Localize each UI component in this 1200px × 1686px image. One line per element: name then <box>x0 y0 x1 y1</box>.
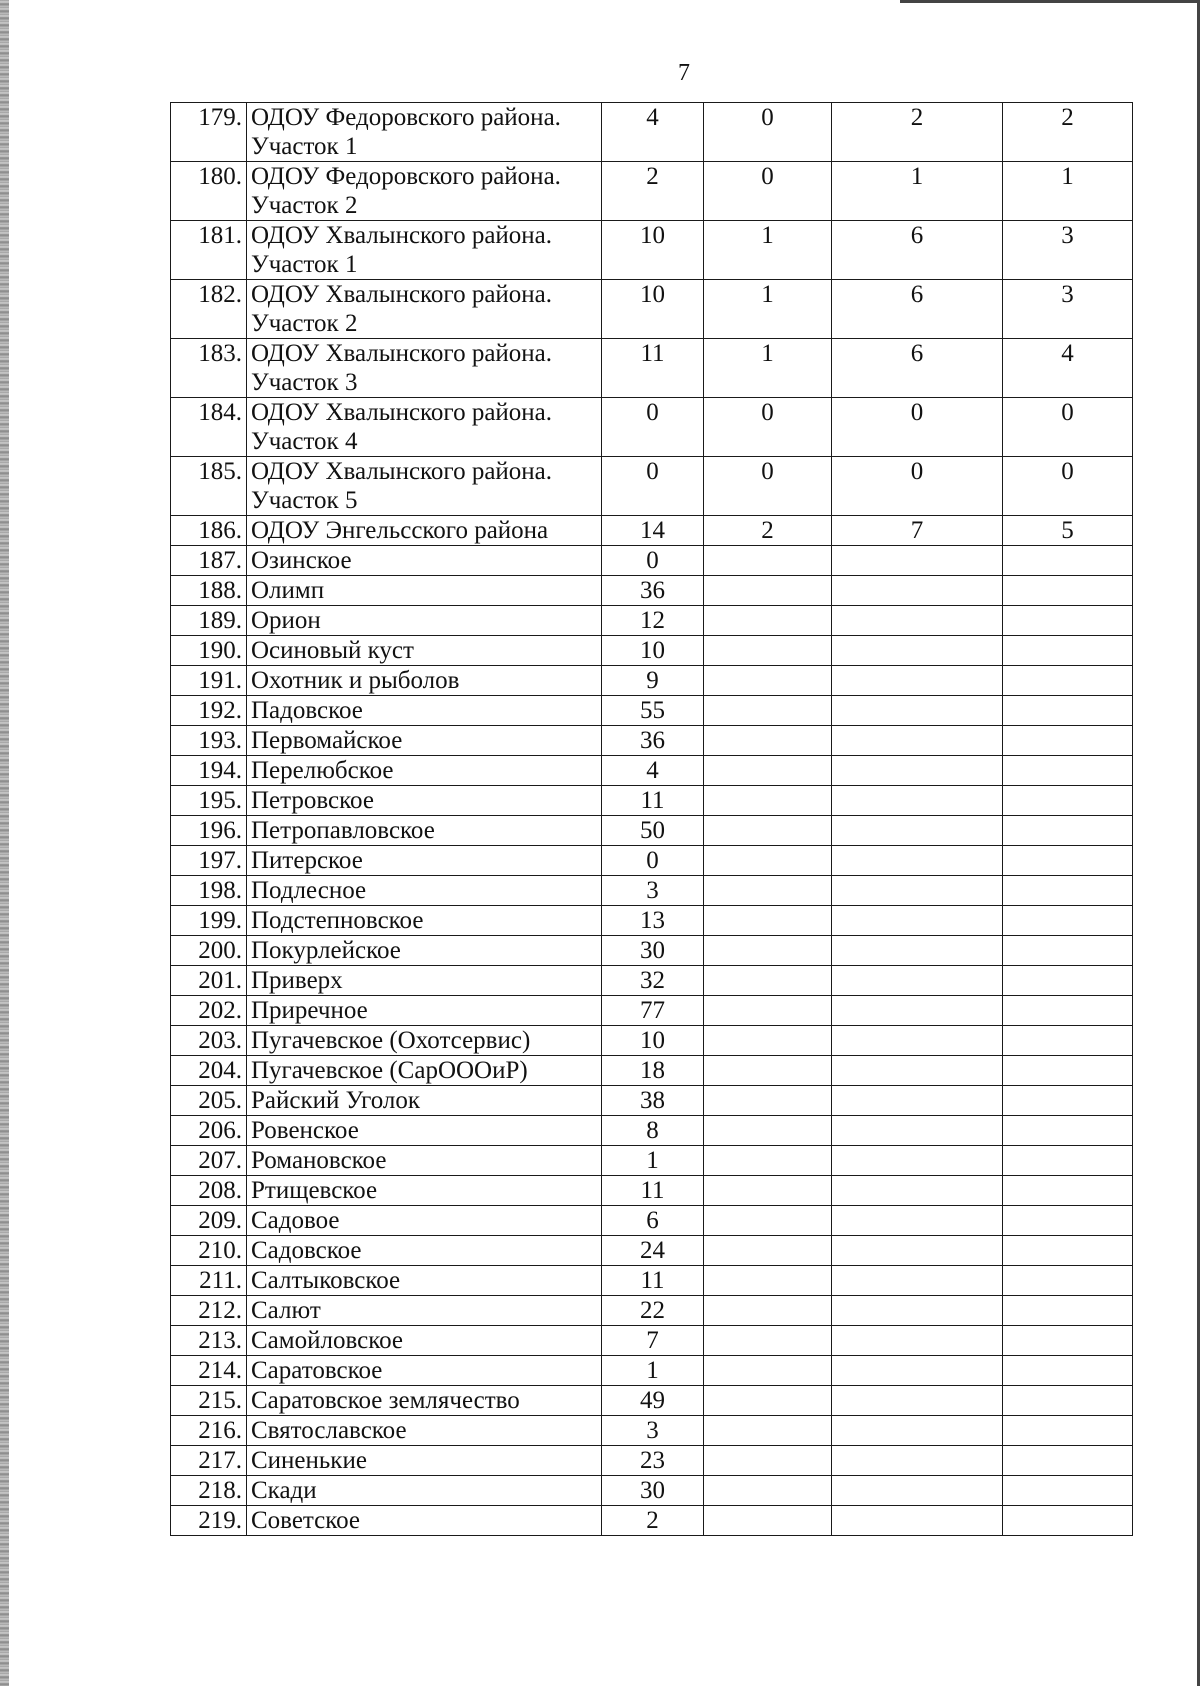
row-name-cell: Олимп <box>247 576 602 606</box>
value-cell-4 <box>1003 846 1133 876</box>
value-cell-1: 23 <box>602 1446 704 1476</box>
value-cell-2: 2 <box>704 516 832 546</box>
value-cell-2 <box>704 1206 832 1236</box>
value-cell-3 <box>832 1446 1003 1476</box>
table-row <box>171 786 1133 816</box>
table-row <box>171 846 1133 876</box>
table-row <box>171 816 1133 846</box>
value-cell-1: 0 <box>602 546 704 576</box>
value-cell-2: 0 <box>704 457 832 516</box>
row-number-cell: 211. <box>171 1266 247 1296</box>
value-cell-2: 1 <box>704 339 832 398</box>
table-row <box>171 221 1133 280</box>
row-number-cell: 194. <box>171 756 247 786</box>
row-number-cell: 188. <box>171 576 247 606</box>
value-cell-2: 0 <box>704 162 832 221</box>
value-cell-1: 32 <box>602 966 704 996</box>
value-cell-3 <box>832 726 1003 756</box>
row-number-cell: 205. <box>171 1086 247 1116</box>
row-number-cell: 180. <box>171 162 247 221</box>
value-cell-1: 11 <box>602 339 704 398</box>
value-cell-3 <box>832 1236 1003 1266</box>
value-cell-2 <box>704 1146 832 1176</box>
value-cell-2 <box>704 1356 832 1386</box>
value-cell-4: 2 <box>1003 103 1133 162</box>
row-name-cell: ОДОУ Федоровского района. Участок 2 <box>247 162 602 221</box>
row-name-cell: ОДОУ Хвалынского района. Участок 3 <box>247 339 602 398</box>
value-cell-2 <box>704 816 832 846</box>
value-cell-2 <box>704 756 832 786</box>
value-cell-4 <box>1003 966 1133 996</box>
row-name-cell: Садовое <box>247 1206 602 1236</box>
row-number-cell: 187. <box>171 546 247 576</box>
value-cell-3 <box>832 546 1003 576</box>
value-cell-1: 3 <box>602 1416 704 1446</box>
value-cell-1: 77 <box>602 996 704 1026</box>
value-cell-4 <box>1003 1176 1133 1206</box>
row-number-cell: 191. <box>171 666 247 696</box>
value-cell-4: 0 <box>1003 398 1133 457</box>
value-cell-3 <box>832 696 1003 726</box>
value-cell-3 <box>832 1476 1003 1506</box>
value-cell-3 <box>832 666 1003 696</box>
row-number-cell: 192. <box>171 696 247 726</box>
scan-edge-left <box>0 0 9 1686</box>
value-cell-3 <box>832 906 1003 936</box>
value-cell-1: 49 <box>602 1386 704 1416</box>
table-row <box>171 876 1133 906</box>
table-row <box>171 339 1133 398</box>
row-name-cell: Петровское <box>247 786 602 816</box>
value-cell-3: 0 <box>832 457 1003 516</box>
value-cell-4: 3 <box>1003 280 1133 339</box>
table-row <box>171 1056 1133 1086</box>
row-number-cell: 186. <box>171 516 247 546</box>
table-row <box>171 516 1133 546</box>
value-cell-2 <box>704 1416 832 1446</box>
table-row <box>171 726 1133 756</box>
value-cell-3 <box>832 1266 1003 1296</box>
value-cell-3 <box>832 1416 1003 1446</box>
value-cell-4 <box>1003 1356 1133 1386</box>
value-cell-4 <box>1003 786 1133 816</box>
value-cell-2 <box>704 1446 832 1476</box>
table-row <box>171 666 1133 696</box>
value-cell-1: 10 <box>602 280 704 339</box>
value-cell-2 <box>704 936 832 966</box>
row-number-cell: 190. <box>171 636 247 666</box>
value-cell-1: 1 <box>602 1146 704 1176</box>
table-row <box>171 906 1133 936</box>
row-number-cell: 210. <box>171 1236 247 1266</box>
value-cell-3: 6 <box>832 339 1003 398</box>
value-cell-4 <box>1003 606 1133 636</box>
table-row <box>171 696 1133 726</box>
value-cell-2: 0 <box>704 398 832 457</box>
value-cell-4 <box>1003 1266 1133 1296</box>
value-cell-4: 4 <box>1003 339 1133 398</box>
value-cell-2 <box>704 786 832 816</box>
row-name-cell: Саратовское <box>247 1356 602 1386</box>
value-cell-1: 11 <box>602 1176 704 1206</box>
value-cell-4: 3 <box>1003 221 1133 280</box>
value-cell-2 <box>704 846 832 876</box>
table-row <box>171 1446 1133 1476</box>
value-cell-1: 55 <box>602 696 704 726</box>
row-name-cell: ОДОУ Энгельсского района <box>247 516 602 546</box>
row-name-cell: Садовское <box>247 1236 602 1266</box>
value-cell-4 <box>1003 1206 1133 1236</box>
registry-table <box>170 102 1133 1536</box>
value-cell-3 <box>832 816 1003 846</box>
row-number-cell: 181. <box>171 221 247 280</box>
value-cell-3 <box>832 996 1003 1026</box>
row-name-cell: Перелюбское <box>247 756 602 786</box>
row-number-cell: 218. <box>171 1476 247 1506</box>
table-row <box>171 1116 1133 1146</box>
value-cell-3 <box>832 1056 1003 1086</box>
value-cell-2 <box>704 1026 832 1056</box>
table-row <box>171 280 1133 339</box>
row-name-cell: Ровенское <box>247 1116 602 1146</box>
value-cell-3 <box>832 1296 1003 1326</box>
value-cell-2 <box>704 1266 832 1296</box>
row-name-cell: ОДОУ Хвалынского района. Участок 5 <box>247 457 602 516</box>
row-number-cell: 202. <box>171 996 247 1026</box>
row-name-cell: Падовское <box>247 696 602 726</box>
value-cell-4 <box>1003 1146 1133 1176</box>
value-cell-1: 50 <box>602 816 704 846</box>
value-cell-3 <box>832 846 1003 876</box>
row-name-cell: Озинское <box>247 546 602 576</box>
value-cell-1: 12 <box>602 606 704 636</box>
value-cell-1: 0 <box>602 457 704 516</box>
value-cell-4 <box>1003 1056 1133 1086</box>
value-cell-3 <box>832 876 1003 906</box>
table-row <box>171 936 1133 966</box>
value-cell-4 <box>1003 756 1133 786</box>
value-cell-4 <box>1003 636 1133 666</box>
table-row <box>171 756 1133 786</box>
value-cell-3 <box>832 1026 1003 1056</box>
table-row <box>171 636 1133 666</box>
table-row <box>171 1146 1133 1176</box>
value-cell-3 <box>832 576 1003 606</box>
value-cell-3: 6 <box>832 280 1003 339</box>
row-name-cell: Ртищевское <box>247 1176 602 1206</box>
value-cell-4 <box>1003 666 1133 696</box>
row-name-cell: Приверх <box>247 966 602 996</box>
value-cell-1: 9 <box>602 666 704 696</box>
value-cell-4 <box>1003 1476 1133 1506</box>
value-cell-3 <box>832 1386 1003 1416</box>
row-number-cell: 199. <box>171 906 247 936</box>
value-cell-2 <box>704 696 832 726</box>
table-row <box>171 576 1133 606</box>
row-name-cell: ОДОУ Хвалынского района. Участок 4 <box>247 398 602 457</box>
value-cell-3 <box>832 786 1003 816</box>
row-name-cell: ОДОУ Хвалынского района. Участок 1 <box>247 221 602 280</box>
row-number-cell: 200. <box>171 936 247 966</box>
row-number-cell: 206. <box>171 1116 247 1146</box>
row-name-cell: ОДОУ Федоровского района. Участок 1 <box>247 103 602 162</box>
row-name-cell: Пугачевское (Охотсервис) <box>247 1026 602 1056</box>
value-cell-2 <box>704 1476 832 1506</box>
table-row <box>171 996 1133 1026</box>
value-cell-3: 7 <box>832 516 1003 546</box>
value-cell-1: 11 <box>602 786 704 816</box>
registry-table-body <box>171 103 1133 1536</box>
value-cell-3 <box>832 936 1003 966</box>
row-number-cell: 179. <box>171 103 247 162</box>
value-cell-4 <box>1003 546 1133 576</box>
scan-edge-top <box>900 0 1200 3</box>
table-row <box>171 1266 1133 1296</box>
value-cell-4 <box>1003 1506 1133 1536</box>
row-name-cell: Охотник и рыболов <box>247 666 602 696</box>
table-row <box>171 457 1133 516</box>
table-row <box>171 1086 1133 1116</box>
value-cell-2 <box>704 1296 832 1326</box>
row-name-cell: Самойловское <box>247 1326 602 1356</box>
value-cell-4 <box>1003 816 1133 846</box>
value-cell-2 <box>704 666 832 696</box>
value-cell-4: 0 <box>1003 457 1133 516</box>
value-cell-4 <box>1003 1086 1133 1116</box>
value-cell-3 <box>832 966 1003 996</box>
value-cell-2 <box>704 1086 832 1116</box>
row-number-cell: 197. <box>171 846 247 876</box>
value-cell-1: 7 <box>602 1326 704 1356</box>
row-number-cell: 204. <box>171 1056 247 1086</box>
row-number-cell: 212. <box>171 1296 247 1326</box>
value-cell-4 <box>1003 1416 1133 1446</box>
value-cell-1: 3 <box>602 876 704 906</box>
value-cell-1: 36 <box>602 576 704 606</box>
value-cell-2 <box>704 1506 832 1536</box>
value-cell-1: 18 <box>602 1056 704 1086</box>
row-name-cell: Святославское <box>247 1416 602 1446</box>
row-number-cell: 207. <box>171 1146 247 1176</box>
value-cell-4: 5 <box>1003 516 1133 546</box>
value-cell-2 <box>704 1116 832 1146</box>
row-name-cell: ОДОУ Хвалынского района. Участок 2 <box>247 280 602 339</box>
row-number-cell: 198. <box>171 876 247 906</box>
value-cell-1: 1 <box>602 1356 704 1386</box>
row-number-cell: 213. <box>171 1326 247 1356</box>
value-cell-3 <box>832 1506 1003 1536</box>
row-number-cell: 196. <box>171 816 247 846</box>
value-cell-3 <box>832 1326 1003 1356</box>
table-row <box>171 1296 1133 1326</box>
value-cell-4 <box>1003 1026 1133 1056</box>
row-number-cell: 219. <box>171 1506 247 1536</box>
value-cell-1: 8 <box>602 1116 704 1146</box>
value-cell-4 <box>1003 726 1133 756</box>
page-number: 7 <box>678 60 690 86</box>
value-cell-2: 1 <box>704 280 832 339</box>
row-name-cell: Первомайское <box>247 726 602 756</box>
row-name-cell: Подстепновское <box>247 906 602 936</box>
value-cell-1: 30 <box>602 1476 704 1506</box>
table-row <box>171 1176 1133 1206</box>
row-name-cell: Скади <box>247 1476 602 1506</box>
value-cell-1: 0 <box>602 846 704 876</box>
row-name-cell: Приречное <box>247 996 602 1026</box>
value-cell-4 <box>1003 576 1133 606</box>
value-cell-4 <box>1003 1326 1133 1356</box>
value-cell-1: 22 <box>602 1296 704 1326</box>
row-name-cell: Питерское <box>247 846 602 876</box>
row-name-cell: Пугачевское (СарОООиР) <box>247 1056 602 1086</box>
row-name-cell: Салтыковское <box>247 1266 602 1296</box>
value-cell-2 <box>704 726 832 756</box>
value-cell-2 <box>704 876 832 906</box>
value-cell-1: 0 <box>602 398 704 457</box>
table-row <box>171 1506 1133 1536</box>
value-cell-3 <box>832 1356 1003 1386</box>
value-cell-1: 4 <box>602 103 704 162</box>
row-number-cell: 182. <box>171 280 247 339</box>
value-cell-3 <box>832 1176 1003 1206</box>
value-cell-3 <box>832 636 1003 666</box>
row-number-cell: 193. <box>171 726 247 756</box>
value-cell-4 <box>1003 1116 1133 1146</box>
value-cell-3 <box>832 1086 1003 1116</box>
value-cell-4: 1 <box>1003 162 1133 221</box>
value-cell-1: 11 <box>602 1266 704 1296</box>
value-cell-3 <box>832 756 1003 786</box>
value-cell-4 <box>1003 1296 1133 1326</box>
value-cell-1: 14 <box>602 516 704 546</box>
row-number-cell: 215. <box>171 1386 247 1416</box>
value-cell-1: 10 <box>602 1026 704 1056</box>
value-cell-4 <box>1003 1386 1133 1416</box>
row-name-cell: Осиновый куст <box>247 636 602 666</box>
row-number-cell: 203. <box>171 1026 247 1056</box>
row-number-cell: 209. <box>171 1206 247 1236</box>
value-cell-4 <box>1003 1446 1133 1476</box>
table-row <box>171 1236 1133 1266</box>
value-cell-2 <box>704 636 832 666</box>
table-row <box>171 398 1133 457</box>
row-number-cell: 208. <box>171 1176 247 1206</box>
value-cell-3: 1 <box>832 162 1003 221</box>
value-cell-2 <box>704 606 832 636</box>
value-cell-3 <box>832 1206 1003 1236</box>
value-cell-2 <box>704 996 832 1026</box>
value-cell-1: 10 <box>602 221 704 280</box>
row-number-cell: 216. <box>171 1416 247 1446</box>
row-name-cell: Советское <box>247 1506 602 1536</box>
row-name-cell: Покурлейское <box>247 936 602 966</box>
value-cell-4 <box>1003 906 1133 936</box>
row-number-cell: 183. <box>171 339 247 398</box>
value-cell-3 <box>832 1146 1003 1176</box>
value-cell-4 <box>1003 696 1133 726</box>
value-cell-1: 24 <box>602 1236 704 1266</box>
row-name-cell: Саратовское землячество <box>247 1386 602 1416</box>
table-row <box>171 546 1133 576</box>
value-cell-3 <box>832 1116 1003 1146</box>
table-row <box>171 1476 1133 1506</box>
value-cell-1: 36 <box>602 726 704 756</box>
value-cell-2 <box>704 1386 832 1416</box>
value-cell-4 <box>1003 936 1133 966</box>
row-name-cell: Подлесное <box>247 876 602 906</box>
row-number-cell: 185. <box>171 457 247 516</box>
value-cell-1: 30 <box>602 936 704 966</box>
value-cell-4 <box>1003 996 1133 1026</box>
table-row <box>171 1326 1133 1356</box>
table-row <box>171 1416 1133 1446</box>
row-name-cell: Петропавловское <box>247 816 602 846</box>
value-cell-2: 0 <box>704 103 832 162</box>
value-cell-2 <box>704 906 832 936</box>
value-cell-2 <box>704 1236 832 1266</box>
table-row <box>171 1386 1133 1416</box>
value-cell-1: 38 <box>602 1086 704 1116</box>
value-cell-1: 6 <box>602 1206 704 1236</box>
value-cell-3: 6 <box>832 221 1003 280</box>
value-cell-1: 2 <box>602 1506 704 1536</box>
table-row <box>171 1206 1133 1236</box>
row-number-cell: 201. <box>171 966 247 996</box>
value-cell-2: 1 <box>704 221 832 280</box>
row-name-cell: Салют <box>247 1296 602 1326</box>
value-cell-2 <box>704 1326 832 1356</box>
row-number-cell: 217. <box>171 1446 247 1476</box>
row-name-cell: Синенькие <box>247 1446 602 1476</box>
value-cell-1: 4 <box>602 756 704 786</box>
table-row <box>171 1026 1133 1056</box>
value-cell-4 <box>1003 1236 1133 1266</box>
value-cell-3: 0 <box>832 398 1003 457</box>
value-cell-2 <box>704 576 832 606</box>
value-cell-2 <box>704 966 832 996</box>
table-row <box>171 162 1133 221</box>
row-number-cell: 184. <box>171 398 247 457</box>
value-cell-4 <box>1003 876 1133 906</box>
row-number-cell: 214. <box>171 1356 247 1386</box>
table-row <box>171 1356 1133 1386</box>
row-name-cell: Орион <box>247 606 602 636</box>
value-cell-1: 10 <box>602 636 704 666</box>
value-cell-3 <box>832 606 1003 636</box>
value-cell-2 <box>704 1056 832 1086</box>
table-row <box>171 103 1133 162</box>
value-cell-3: 2 <box>832 103 1003 162</box>
table-row <box>171 966 1133 996</box>
value-cell-2 <box>704 546 832 576</box>
row-name-cell: Романовское <box>247 1146 602 1176</box>
row-name-cell: Райский Уголок <box>247 1086 602 1116</box>
value-cell-1: 13 <box>602 906 704 936</box>
value-cell-2 <box>704 1176 832 1206</box>
row-number-cell: 189. <box>171 606 247 636</box>
table-row <box>171 606 1133 636</box>
row-number-cell: 195. <box>171 786 247 816</box>
value-cell-1: 2 <box>602 162 704 221</box>
